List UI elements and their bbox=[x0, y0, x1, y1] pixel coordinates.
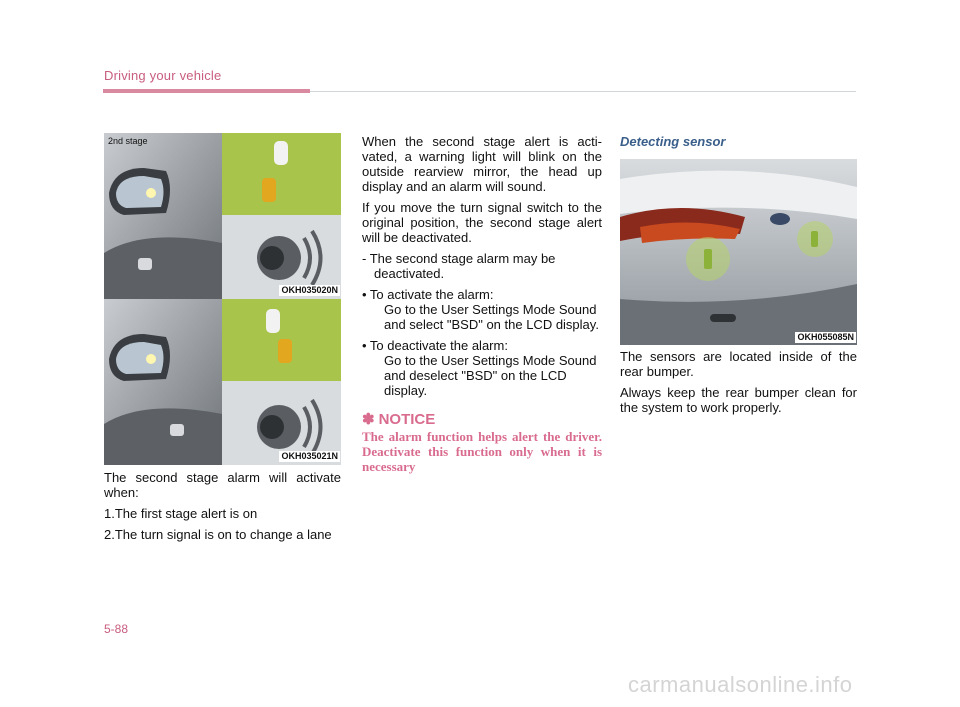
list-item-text: Go to the User Settings Mode Sound and deselect "BSD" on the LCD display. bbox=[384, 353, 597, 398]
section-title: Driving your vehicle bbox=[104, 68, 222, 83]
figure-detecting-sensor bbox=[620, 159, 857, 345]
notice-text: The alarm function helps alert the driver. Deactivate this function only when it is necessary bbox=[362, 429, 602, 474]
notice-label: NOTICE bbox=[378, 411, 436, 428]
column-3 bbox=[620, 134, 857, 157]
section-heading: Detecting sensor bbox=[620, 134, 726, 149]
car-mirror-illustration bbox=[104, 133, 341, 299]
paragraph: Always keep the rear bumper clean for the system to work properly. bbox=[620, 385, 857, 415]
figure-stage-label: 2nd stage bbox=[108, 136, 148, 146]
list-item bbox=[362, 287, 602, 332]
header-rule-accent bbox=[103, 89, 310, 93]
rear-bumper-illustration bbox=[620, 159, 857, 345]
list-item-label: • To activate the alarm: bbox=[362, 287, 494, 302]
paragraph: The second stage alarm will activate when: bbox=[104, 470, 341, 500]
car-mirror-illustration bbox=[104, 299, 341, 465]
notice-title bbox=[362, 412, 602, 427]
paragraph: If you move the turn signal switch to the original position, the second stage alert will be deactivated. bbox=[362, 200, 602, 245]
figure-second-stage-mirror-2 bbox=[104, 299, 341, 465]
paragraph: When the second stage alert is acti- vated, a warning light will blink on the outside rearview mirror, the head up display and an alarm will sound. bbox=[362, 134, 602, 194]
page-number: 5-88 bbox=[104, 622, 129, 636]
column-3-text bbox=[620, 349, 857, 421]
list-item bbox=[362, 338, 602, 398]
watermark: carmanualsonline.info bbox=[628, 672, 853, 697]
notice-icon: ✽ bbox=[362, 411, 375, 428]
header-rule bbox=[310, 91, 856, 92]
figure-code: OKH035021N bbox=[281, 451, 338, 461]
column-1 bbox=[104, 470, 341, 548]
list-item: - The second stage alarm may be deactivated. bbox=[362, 251, 556, 281]
list-item: 1.The first stage alert is on bbox=[104, 506, 258, 521]
list-item: 2.The turn signal is on to change a lane bbox=[104, 527, 332, 542]
list-item-label: • To deactivate the alarm: bbox=[362, 338, 508, 353]
figure-code: OKH055085N bbox=[797, 332, 854, 342]
figure-second-stage-mirror bbox=[104, 133, 341, 299]
column-2 bbox=[362, 134, 602, 474]
figure-code: OKH035020N bbox=[281, 285, 338, 295]
list-item-text: Go to the User Settings Mode Sound and select "BSD" on the LCD display. bbox=[384, 302, 599, 332]
paragraph: The sensors are located inside of the rear bumper. bbox=[620, 349, 857, 379]
